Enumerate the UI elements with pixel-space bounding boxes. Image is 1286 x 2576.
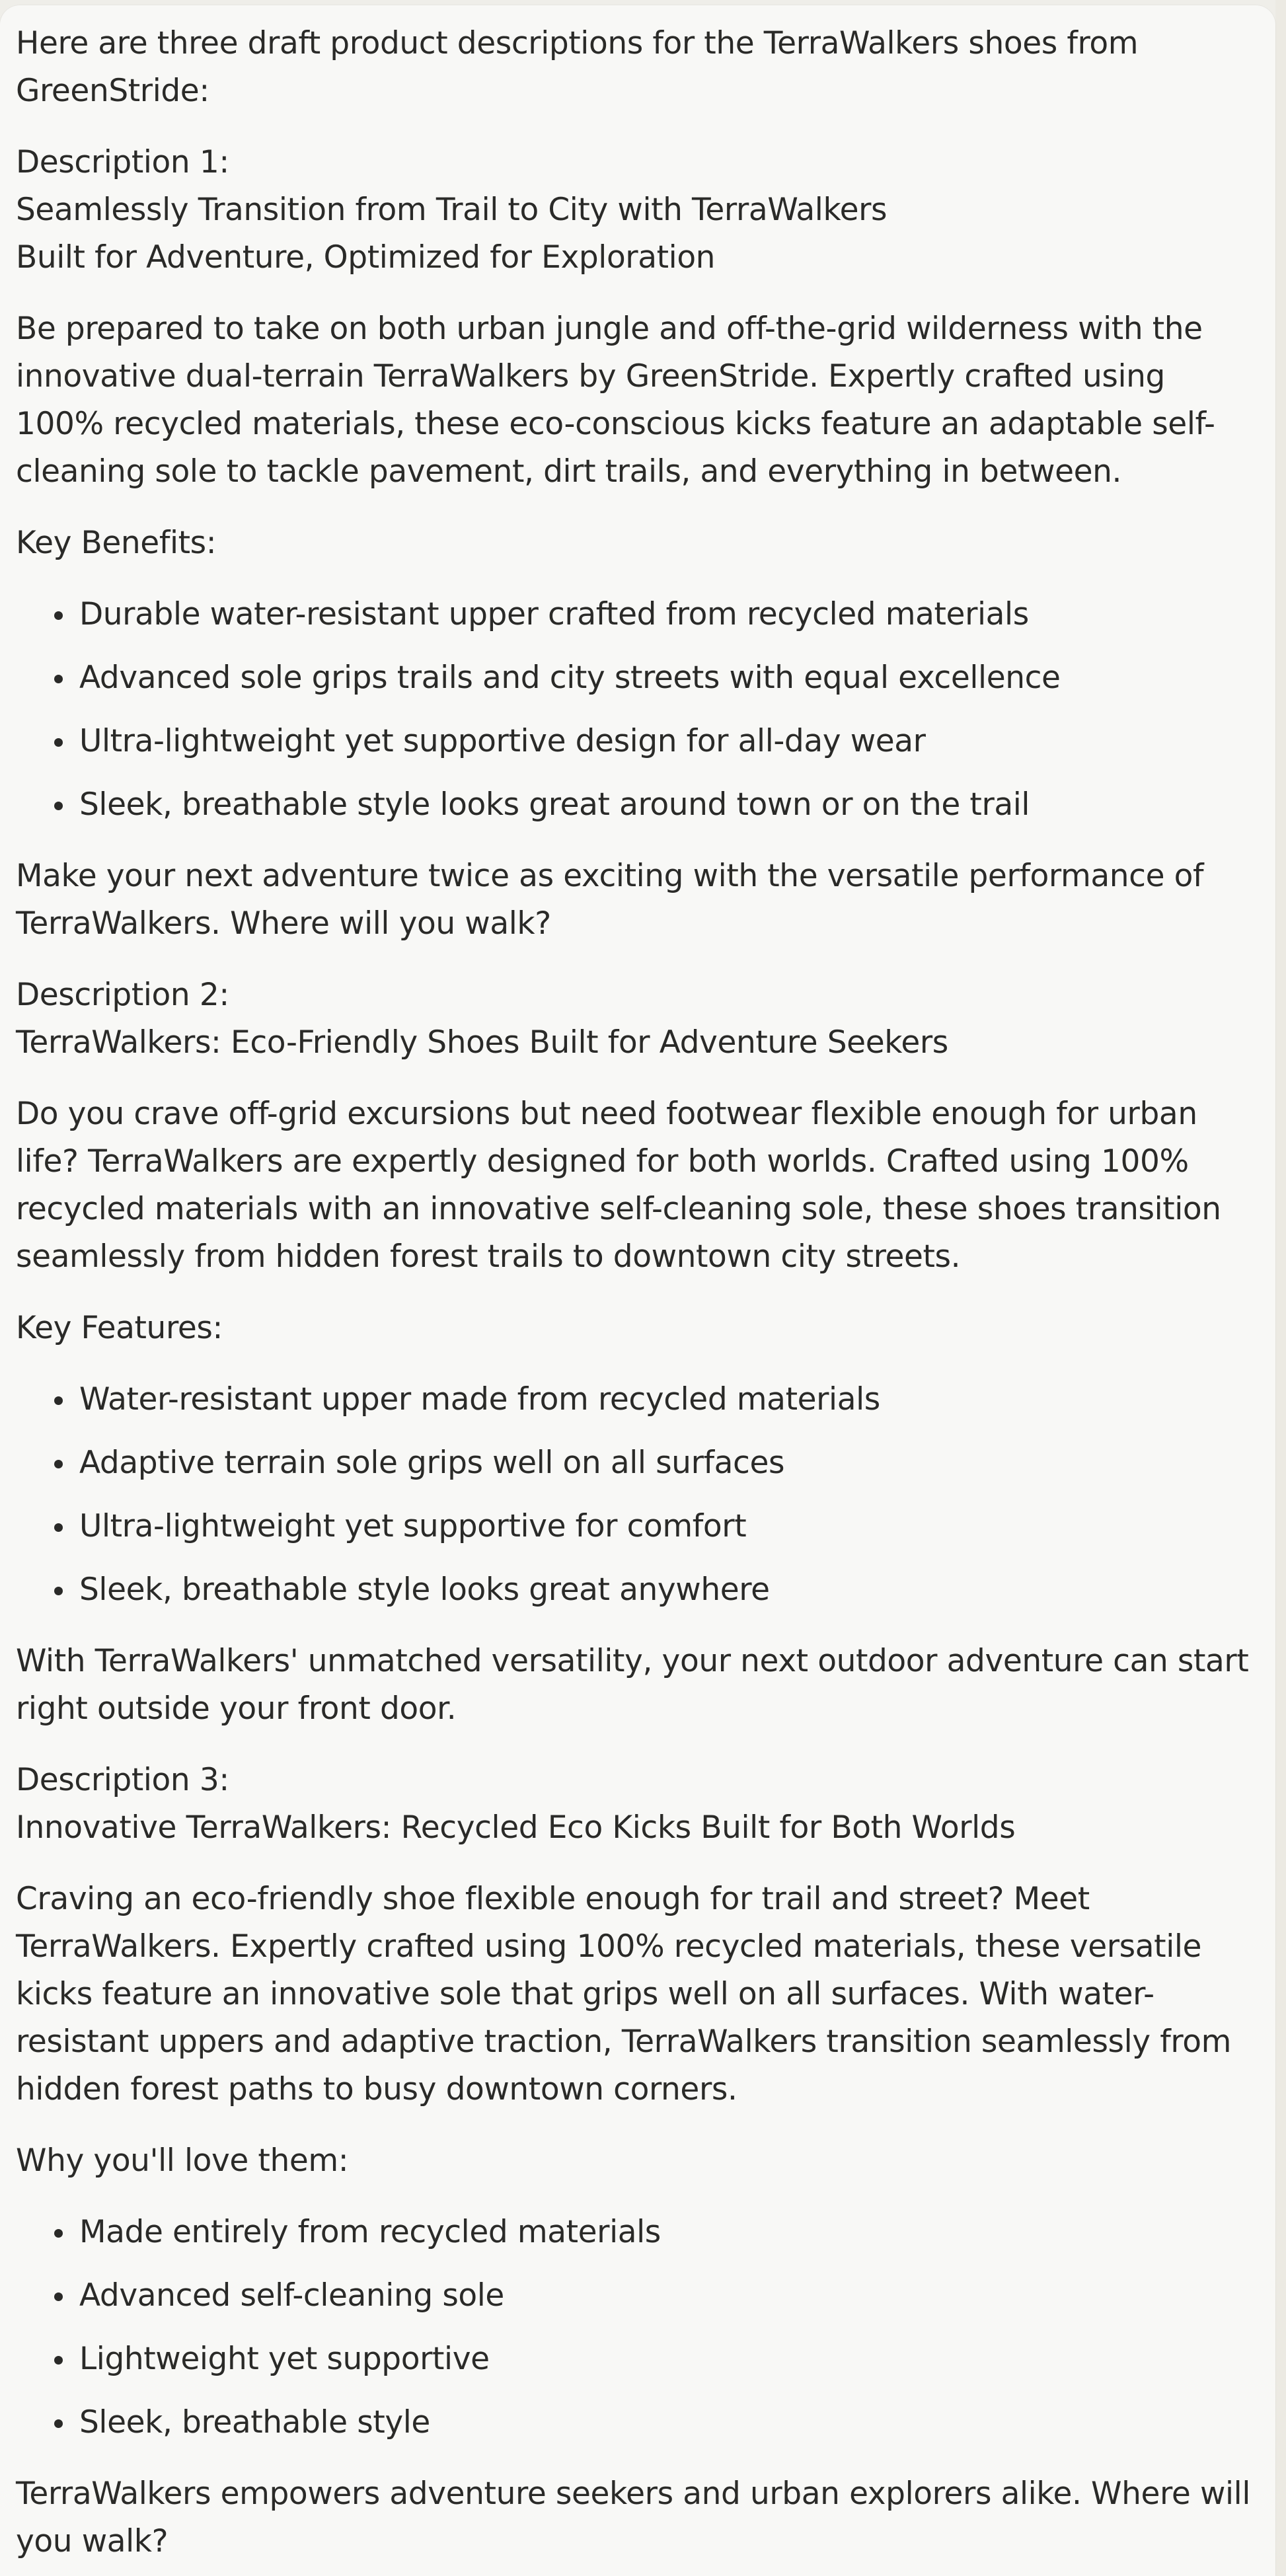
list-item [79,654,1260,702]
list-item [79,781,1260,829]
bullet-icon [54,1396,63,1405]
description-1-closing: Make your next adventure twice as exciting with the versatile performance of TerraWalkers. Where will you walk? [16,858,1204,942]
bullet-icon [54,2229,63,2238]
bullet-icon [54,675,63,683]
description-1-body: Be prepared to take on both urban jungle and off-the-grid wilderness with the innovative dual-terrain TerraWalkers by GreenStride. Expertly crafted using 100% recycled materials, these eco-conscious kicks feature an adaptable self-cleaning sole to tackle pavement, dirt trails, and everything in between. [16,311,1215,490]
bullet-icon [54,738,63,747]
list-item [79,1566,1260,1614]
description-2-header [16,971,1260,1067]
bullet-icon [54,802,63,810]
bullet-icon [54,1523,63,1532]
list-item [79,2272,1260,2320]
description-1-list [16,591,1260,829]
bullet-icon [54,1460,63,1468]
description-2-closing: With TerraWalkers' unmatched versatility, your next outdoor adventure can start right outside your front door. [16,1643,1249,1727]
description-2-list-label: Key Features: [16,1310,223,1346]
list-item-text: Adaptive terrain sole grips well on all surfaces [79,1445,785,1481]
description-3-list [16,2209,1260,2446]
list-item-text: Lightweight yet supportive [79,2341,490,2377]
list-item-text: Ultra-lightweight yet supportive design for all-day wear [79,723,926,759]
description-3-title: Innovative TerraWalkers: Recycled Eco Kicks Built for Both Worlds [16,1809,1016,1846]
bullet-icon [54,2292,63,2301]
description-3-header [16,1757,1260,1852]
list-item-text: Sleek, breathable style looks great anywhere [79,1572,770,1608]
list-item-text: Sleek, breathable style [79,2404,430,2441]
page-edge [1275,0,1286,2576]
description-1-heading: Description 1: [16,144,229,180]
list-item [79,2209,1260,2256]
list-item [79,1376,1260,1423]
list-item-text: Advanced self-cleaning sole [79,2277,504,2314]
bullet-icon [54,611,63,620]
list-item-text: Water-resistant upper made from recycled materials [79,1381,880,1418]
description-1-title: Seamlessly Transition from Trail to City with TerraWalkers [16,192,888,228]
list-item [79,1503,1260,1550]
description-1-header [16,139,1260,282]
list-item [79,2399,1260,2446]
description-3-list-label: Why you'll love them: [16,2142,349,2179]
description-1-list-label: Key Benefits: [16,525,217,561]
description-2-title: TerraWalkers: Eco-Friendly Shoes Built for Adventure Seekers [16,1024,948,1061]
description-2-body: Do you crave off-grid excursions but need footwear flexible enough for urban life? TerraWalkers are expertly designed for both worlds. Crafted using 100% recycled materials with an innovative self-cleaning sole, these shoes transition seamlessly from hidden forest trails to downtown city streets. [16,1096,1221,1275]
description-2-heading: Description 2: [16,977,229,1013]
list-item [79,2335,1260,2383]
description-3-body: Craving an eco-friendly shoe flexible enough for trail and street? Meet TerraWalkers. Expertly crafted using 100% recycled materials, these versatile kicks feature an innovative sole that grips well on all surfaces. With water-resistant uppers and adaptive traction, TerraWalkers transition seamlessly from hidden forest paths to busy downtown corners. [16,1881,1232,2107]
list-item-text: Made entirely from recycled materials [79,2214,661,2250]
description-2-list [16,1376,1260,1614]
list-item [79,1439,1260,1487]
assistant-message [0,5,1275,2576]
bullet-icon [54,1587,63,1595]
description-3-heading: Description 3: [16,1762,229,1798]
list-item-text: Ultra-lightweight yet supportive for comfort [79,1508,747,1544]
list-item [79,718,1260,765]
bullet-icon [54,2356,63,2365]
description-1-subtitle: Built for Adventure, Optimized for Exploration [16,239,716,276]
intro-text: Here are three draft product descriptions for the TerraWalkers shoes from GreenStride: [16,25,1139,109]
list-item [79,591,1260,638]
description-3-closing: TerraWalkers empowers adventure seekers and urban explorers alike. Where will you walk? [16,2476,1250,2559]
bullet-icon [54,2419,63,2428]
list-item-text: Durable water-resistant upper crafted from recycled materials [79,596,1029,632]
list-item-text: Advanced sole grips trails and city streets with equal excellence [79,660,1061,696]
list-item-text: Sleek, breathable style looks great around town or on the trail [79,786,1030,823]
